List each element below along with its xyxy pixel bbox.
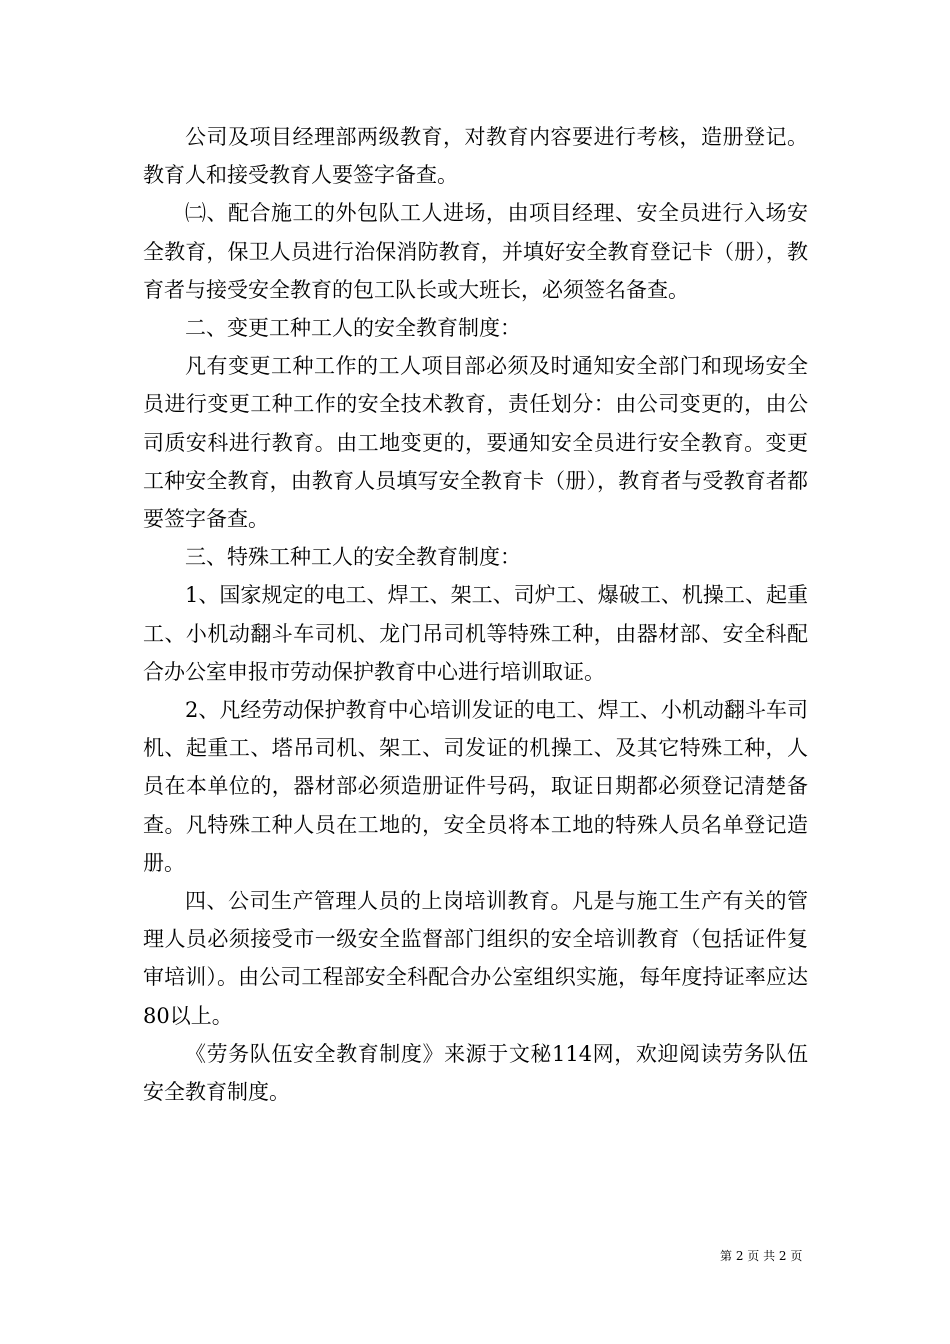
paragraph-source-note: 《劳务队伍安全教育制度》来源于文秘114网，欢迎阅读劳务队伍安全教育制度。 — [143, 1041, 808, 1105]
heading-job-change-education: 二、变更工种工人的安全教育制度： — [185, 316, 521, 341]
paragraph-two-level-education: 公司及项目经理部两级教育，对教育内容要进行考核，造册登记。教育人和接受教育人要签字备查。 — [143, 125, 808, 188]
paragraph-certified-workers: 2、凡经劳动保护教育中心培训发证的电工、焊工、小机动翻斗车司机、起重工、塔吊司机、架工、司发证的机操工、及其它特殊工种，人员在本单位的，器材部必须造册证件号码，取证日期都必须登记清楚备查。凡特殊工种人员在工地的，安全员将本工地的特殊人员名单登记造册。 — [143, 698, 808, 875]
paragraph-special-trades-list: 1、国家规定的电工、焊工、架工、司炉工、爆破工、机操工、起重工、小机动翻斗车司机、龙门吊司机等特殊工种，由器材部、安全科配合办公室申报市劳动保护教育中心进行培训取证。 — [143, 583, 808, 684]
paragraph-subcontractor-entry: ㈡、配合施工的外包队工人进场，由项目经理、安全员进行入场安全教育，保卫人员进行治保消防教育，并填好安全教育登记卡（册），教育者与接受安全教育的包工队长或大班长，必须签名备查。 — [143, 201, 808, 302]
heading-special-trade-education: 三、特殊工种工人的安全教育制度： — [185, 545, 521, 570]
document-body — [143, 118, 808, 1111]
paragraph-job-change-education: 凡有变更工种工作的工人项目部必须及时通知安全部门和现场安全员进行变更工种工作的安全技术教育，责任划分：由公司变更的，由公司质安科进行教育。由工地变更的，要通知安全员进行安全教育。变更工种安全教育，由教育人员填写安全教育卡（册），教育者与受教育者都要签字备查。 — [143, 354, 808, 532]
page-number-footer: 第 2 页 共 2 页 — [720, 1249, 803, 1263]
paragraph-management-training: 四、公司生产管理人员的上岗培训教育。凡是与施工生产有关的管理人员必须接受市一级安全监督部门组织的安全培训教育（包括证件复审培训）。由公司工程部安全科配合办公室组织实施，每年度持证率应达80以上。 — [143, 889, 808, 1028]
